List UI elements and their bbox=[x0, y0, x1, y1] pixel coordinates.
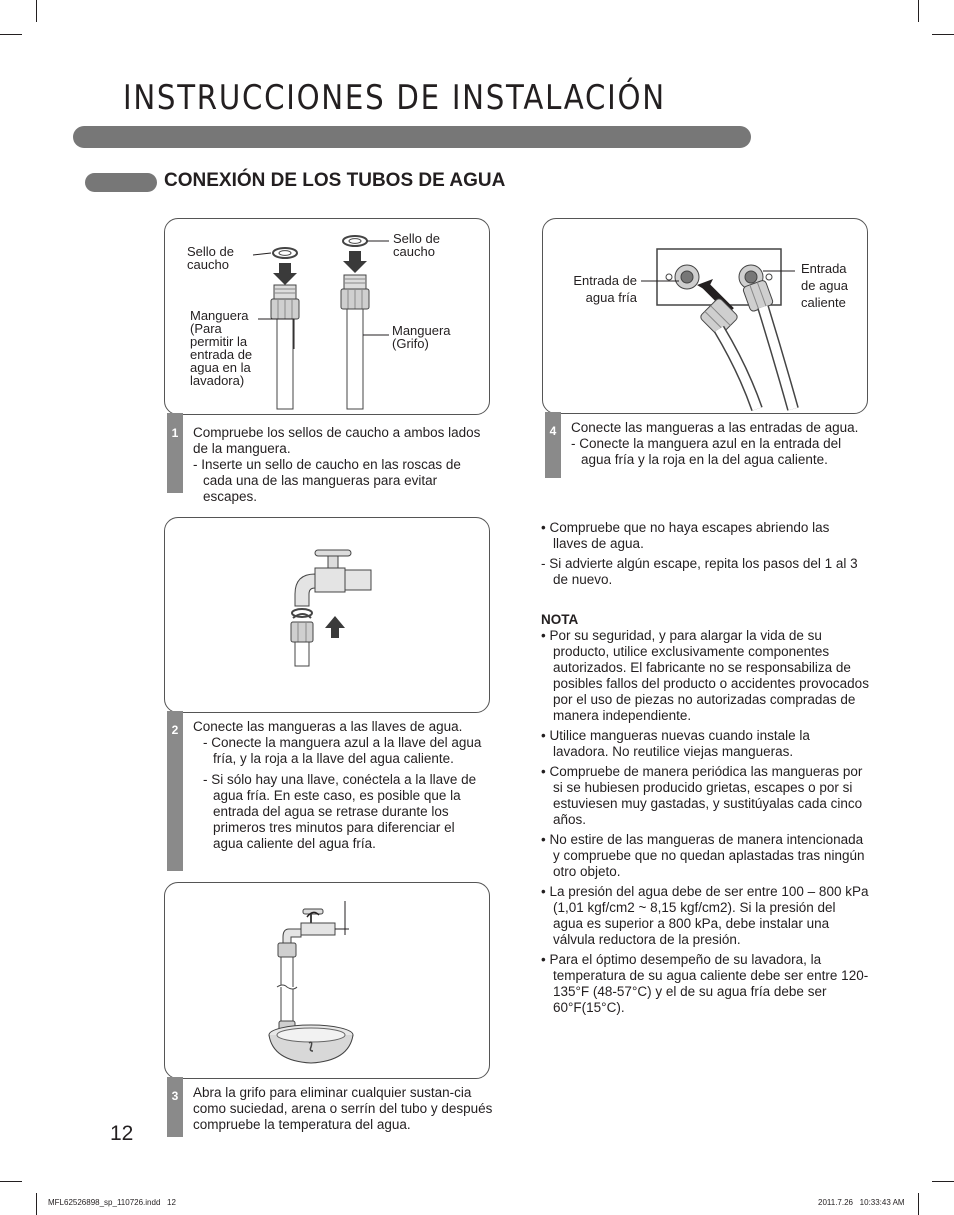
nota-item: • La presión del agua debe de ser entre 100 – 800 kPa (1,01 kgf/cm2 ~ 8,15 kgf/cm2). Si la presión del agua es superior a 800 kPa, debe instalar una válvula reductora de la presión. bbox=[541, 884, 869, 947]
step3-number: 3 bbox=[171, 1089, 179, 1103]
crop-mark bbox=[918, 1193, 919, 1215]
nota-item: • Utilice mangueras nuevas cuando instale la lavadora. No reutilice viejas mangueras. bbox=[541, 728, 810, 759]
step1-text: Compruebe los sellos de caucho a ambos lados de la manguera. bbox=[193, 425, 481, 456]
crop-mark bbox=[0, 1181, 22, 1182]
step1-stripe bbox=[167, 413, 183, 493]
step3-text: Abra la grifo para eliminar cualquier sustan-cia como suciedad, arena o serrín del tubo y después compruebe la temperatura del agua. bbox=[193, 1085, 493, 1132]
nota-item: • Compruebe de manera periódica las mangueras por si se hubiesen producido grietas, escapes o por si estuviesen muy gastadas, y sustitúyalas cada cinco años. bbox=[541, 764, 863, 827]
step3-figure bbox=[164, 882, 490, 1079]
faucet-flush-illustration bbox=[165, 883, 489, 1078]
step4-text-block bbox=[571, 420, 866, 468]
step4-number: 4 bbox=[549, 424, 557, 438]
step1-text-block bbox=[193, 425, 483, 505]
step1-number: 1 bbox=[171, 426, 179, 440]
label-hose-left: Manguera (Para permitir la entrada de agua en la lavadora) bbox=[190, 308, 253, 388]
step2-number: 2 bbox=[171, 723, 179, 737]
nota-item: • No estire de las mangueras de manera intencionada y compruebe que no quedan aplastadas tras ningún otro objeto. bbox=[541, 832, 865, 879]
step4-text: Conecte las mangueras a las entradas de agua. bbox=[571, 420, 859, 435]
crop-mark bbox=[0, 34, 22, 35]
section-title: CONEXIÓN DE LOS TUBOS DE AGUA bbox=[164, 170, 506, 191]
nota-heading: NOTA bbox=[541, 612, 579, 627]
footer-timestamp: 2011.7.26 10:33:43 AM bbox=[818, 1198, 905, 1207]
crop-mark bbox=[918, 0, 919, 22]
faucet-connect-illustration bbox=[165, 518, 489, 712]
step4-figure bbox=[542, 218, 868, 414]
crop-mark bbox=[36, 0, 37, 22]
step2-text: Conecte las mangueras a las llaves de agua. bbox=[193, 719, 463, 734]
step4-stripe bbox=[545, 412, 561, 478]
nota-item: • Por su seguridad, y para alargar la vida de su producto, utilice exclusivamente componentes autorizados. El fabricante no se responsabiliza de posibles fallos del producto o accidentes provocados por el uso de piezas no autorizadas compradas de manera independiente. bbox=[541, 628, 869, 723]
check-repeat: - Si advierte algún escape, repita los pasos del 1 al 3 de nuevo. bbox=[541, 556, 858, 587]
step2-sub1: - Conecte la manguera azul a la llave del agua fría, y la roja a la llave del agua caliente. bbox=[203, 735, 482, 766]
step4-sub: - Conecte la manguera azul en la entrada del agua fría y la roja en la del agua caliente. bbox=[571, 436, 842, 467]
step2-text-block bbox=[193, 719, 485, 852]
label-hot-inlet: Entrada de agua caliente bbox=[801, 261, 848, 310]
label-seal-right: Sello de caucho bbox=[393, 231, 440, 259]
label-cold-inlet: Entrada de agua fría bbox=[573, 273, 637, 305]
nota-block bbox=[541, 612, 869, 1016]
check-block bbox=[541, 520, 861, 588]
water-inlet-illustration bbox=[543, 219, 867, 413]
step3-stripe bbox=[167, 1077, 183, 1137]
label-seal-left: Sello de caucho bbox=[187, 244, 234, 272]
title-bar bbox=[73, 126, 751, 148]
page-title: INSTRUCCIONES DE INSTALACIÓN bbox=[123, 78, 666, 118]
step2-figure bbox=[164, 517, 490, 713]
crop-mark bbox=[36, 1193, 37, 1215]
footer-file: MFL62526898_sp_110726.indd 12 bbox=[48, 1198, 176, 1207]
page-number: 12 bbox=[110, 1122, 134, 1145]
crop-mark bbox=[932, 1181, 954, 1182]
nota-item: • Para el óptimo desempeño de su lavadora, la temperatura de su agua caliente debe ser entre 120-135°F (48-57°C) y el de su agua fría debe ser 60°F(15°C). bbox=[541, 952, 869, 1015]
crop-mark bbox=[932, 34, 954, 35]
label-hose-right: Manguera (Grifo) bbox=[392, 323, 451, 351]
step2-sub2: - Si sólo hay una llave, conéctela a la llave de agua fría. En este caso, es posible que la entrada del agua se retrase durante los primeros tres minutos para diferenciar el agua caliente del agua fría. bbox=[203, 772, 477, 851]
step1-sub: - Inserte un sello de caucho en las roscas de cada una de las mangueras para evitar escapes. bbox=[193, 457, 461, 504]
check-bullet: • Compruebe que no haya escapes abriendo las llaves de agua. bbox=[541, 520, 830, 551]
section-pill bbox=[85, 173, 157, 192]
